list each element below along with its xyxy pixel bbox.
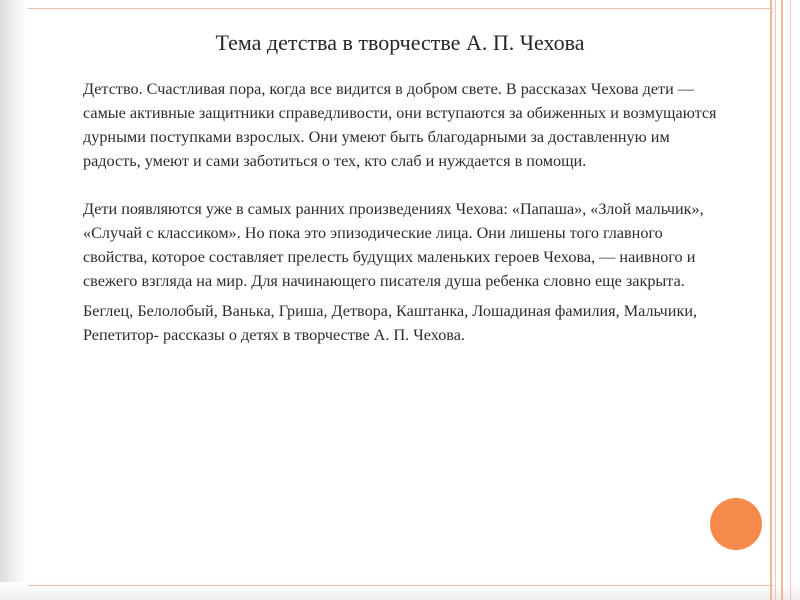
- frame-right-line-3: [781, 0, 783, 600]
- frame-right-line-1: [770, 0, 772, 600]
- slide-title: Тема детства в творчестве А. П. Чехова: [215, 30, 585, 55]
- paragraph-childhood: Детство. Счастливая пора, когда все видится в добром свете. В рассказах Чехова дети — самые активные защитники справедливости, они вступаются за обиженных и возмущаются дурными поступками взрослых. Они умеют быть благодарными за доставленную им радость, умеют и сами заботиться о тех, кто слаб и нуждается в помощи.: [83, 80, 717, 170]
- left-shadow: [0, 0, 28, 600]
- frame-right-line-2: [775, 0, 776, 600]
- frame-top-line: [28, 8, 773, 9]
- paragraph-story-list: Беглец, Белолобый, Ванька, Гриша, Детвора, Каштанка, Лошадиная фамилия, Мальчики, Репетитор- рассказы о детях в творчестве А. П. Чехова.: [83, 302, 698, 344]
- paragraph-early-works: Дети появляются уже в самых ранних произведениях Чехова: «Папаша», «Злой мальчик», «Случай с классиком». Но пока это эпизодические лица. Они лишены того главного свойства, которое составляет прелесть будущих маленьких героев Чехова, — наивного и свежего взгляда на мир. Для начинающего писателя душа ребенка словно еще закрыта.: [83, 200, 704, 290]
- slide-body: [83, 77, 723, 347]
- decorative-orange-circle: [710, 498, 762, 550]
- frame-bottom-line: [28, 585, 773, 586]
- frame-right-line-4: [790, 0, 791, 600]
